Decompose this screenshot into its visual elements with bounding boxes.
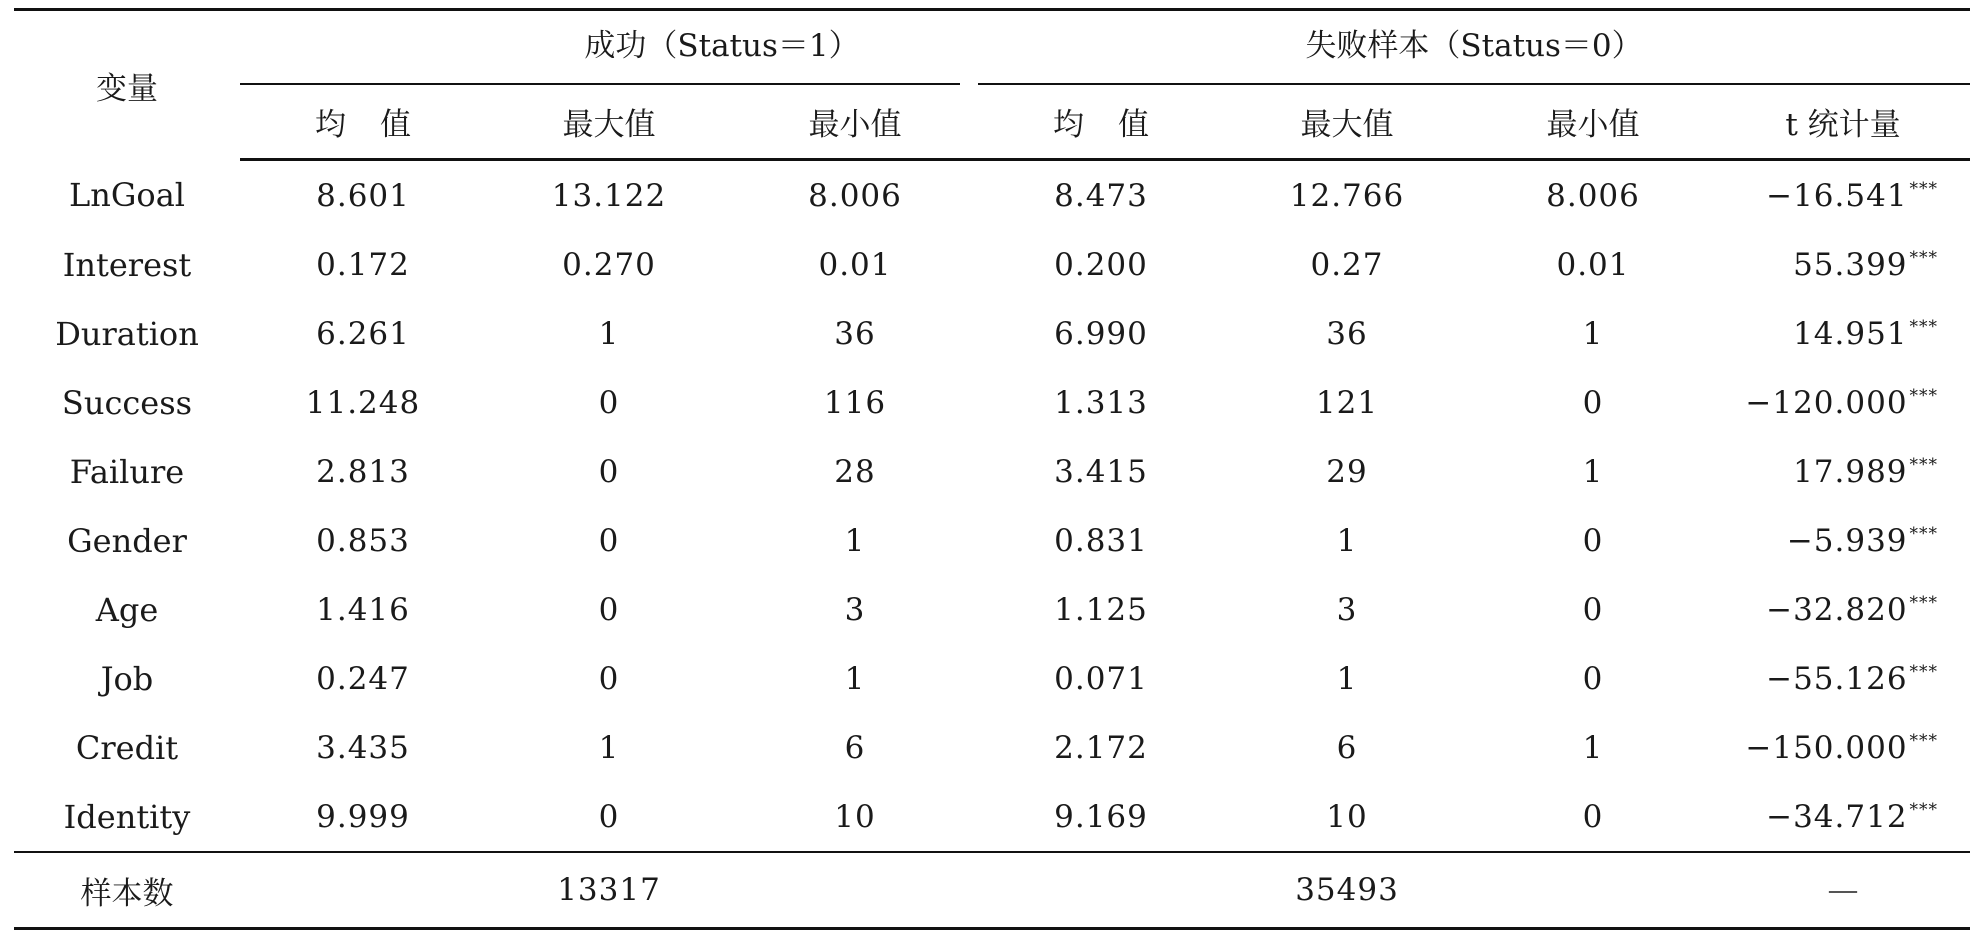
success-mean-cell: 1.416	[316, 591, 410, 628]
failure-sample-count: 35493	[1224, 852, 1470, 929]
stats-table-wrapper	[14, 8, 1970, 930]
t-statistic-value: 55.399	[1793, 246, 1908, 283]
t-statistic-cell	[1716, 368, 1970, 437]
failure-min-cell: 1	[1582, 729, 1604, 766]
success-mean-cell: 3.435	[316, 729, 410, 766]
significance-stars: ***	[1909, 316, 1939, 337]
col-failure-mean-label: 均值	[1053, 107, 1183, 143]
significance-stars: ***	[1909, 799, 1939, 820]
table-body	[14, 160, 1970, 853]
success-max-cell: 0	[598, 798, 620, 835]
col-failure-min-label: 最小值	[1546, 107, 1640, 143]
variable-name-cell: Success	[61, 383, 193, 422]
success-mean-cell: 0.172	[316, 246, 410, 283]
failure-max-cell: 29	[1326, 453, 1368, 490]
col-failure-max	[1224, 85, 1470, 160]
success-group-rule	[240, 83, 960, 85]
t-statistic-value: −55.126	[1766, 660, 1908, 697]
variable-name-cell: Interest	[62, 245, 192, 284]
table-row	[14, 368, 1970, 437]
success-mean-cell: 2.813	[316, 453, 410, 490]
descriptive-statistics-table	[14, 8, 1970, 930]
variable-name-cell: Duration	[55, 314, 199, 353]
col-success-mean-label: 均值	[315, 107, 445, 143]
failure-min-cell: 0	[1582, 522, 1604, 559]
failure-mean-cell: 8.473	[1054, 177, 1148, 214]
table-row	[14, 299, 1970, 368]
t-statistic-value: 14.951	[1793, 315, 1908, 352]
table-row	[14, 506, 1970, 575]
success-min-cell: 1	[844, 522, 866, 559]
failure-max-cell: 1	[1336, 522, 1358, 559]
col-success-min	[732, 85, 978, 160]
significance-stars: ***	[1909, 730, 1939, 751]
failure-mean-cell: 2.172	[1054, 729, 1148, 766]
significance-stars: ***	[1909, 523, 1939, 544]
sample-count-label-cell	[14, 852, 240, 929]
t-statistic-cell	[1716, 437, 1970, 506]
success-group-header	[240, 10, 978, 86]
table-row	[14, 230, 1970, 299]
t-statistic-cell	[1716, 506, 1970, 575]
significance-stars: ***	[1909, 661, 1939, 682]
success-mean-cell: 0.853	[316, 522, 410, 559]
failure-mean-cell: 9.169	[1054, 798, 1148, 835]
table-row	[14, 437, 1970, 506]
variable-name-cell: Failure	[69, 452, 185, 491]
table-row	[14, 782, 1970, 852]
t-statistic-value: 17.989	[1793, 453, 1908, 490]
table-row	[14, 644, 1970, 713]
failure-mean-cell: 0.831	[1054, 522, 1148, 559]
significance-stars: ***	[1909, 385, 1939, 406]
success-max-cell: 13.122	[551, 177, 667, 214]
success-min-cell: 36	[834, 315, 876, 352]
sample-empty-cell	[978, 852, 1224, 929]
sample-empty-cell	[240, 852, 486, 929]
t-statistic-cell	[1716, 299, 1970, 368]
success-max-cell: 0	[598, 660, 620, 697]
t-statistic-cell	[1716, 575, 1970, 644]
table-row	[14, 575, 1970, 644]
success-sample-count: 13317	[486, 852, 732, 929]
failure-min-cell: 0	[1582, 798, 1604, 835]
success-min-cell: 1	[844, 660, 866, 697]
failure-mean-cell: 1.125	[1054, 591, 1148, 628]
success-mean-cell: 6.261	[316, 315, 410, 352]
t-statistic-cell	[1716, 782, 1970, 852]
col-tstat-label: t 统计量	[1785, 107, 1901, 143]
col-success-min-label: 最小值	[808, 107, 902, 143]
failure-group-header	[978, 10, 1970, 86]
success-max-cell: 0	[598, 453, 620, 490]
failure-group-rule	[978, 83, 1970, 85]
success-min-cell: 116	[823, 384, 887, 421]
failure-mean-cell: 6.990	[1054, 315, 1148, 352]
tstat-placeholder: —	[1716, 852, 1970, 929]
variable-name-cell: Job	[100, 659, 154, 698]
failure-min-cell: 0	[1582, 384, 1604, 421]
t-statistic-cell	[1716, 644, 1970, 713]
failure-mean-cell: 1.313	[1054, 384, 1148, 421]
success-max-cell: 0.270	[562, 246, 656, 283]
t-statistic-value: −34.712	[1766, 798, 1908, 835]
t-statistic-cell	[1716, 713, 1970, 782]
t-statistic-value: −32.820	[1766, 591, 1908, 628]
failure-max-cell: 10	[1326, 798, 1368, 835]
success-min-cell: 6	[844, 729, 866, 766]
col-success-mean	[240, 85, 486, 160]
variable-name-cell: LnGoal	[69, 175, 185, 214]
col-failure-min	[1470, 85, 1716, 160]
variable-name-cell: Gender	[67, 521, 187, 560]
table-row	[14, 160, 1970, 231]
sample-count-label: 样本数	[80, 875, 174, 912]
failure-min-cell: 0.01	[1556, 246, 1630, 283]
success-max-cell: 1	[598, 729, 620, 766]
variable-header	[14, 10, 240, 160]
failure-max-cell: 121	[1315, 384, 1379, 421]
t-statistic-value: −5.939	[1786, 522, 1908, 559]
failure-min-cell: 8.006	[1546, 177, 1640, 214]
failure-max-cell: 3	[1336, 591, 1358, 628]
failure-max-cell: 0.27	[1310, 246, 1384, 283]
failure-min-cell: 0	[1582, 591, 1604, 628]
success-min-cell: 28	[834, 453, 876, 490]
t-statistic-value: −16.541	[1766, 177, 1908, 214]
success-mean-cell: 11.248	[305, 384, 421, 421]
success-min-cell: 8.006	[808, 177, 902, 214]
failure-max-cell: 12.766	[1289, 177, 1405, 214]
failure-mean-cell: 0.071	[1054, 660, 1148, 697]
success-max-cell: 0	[598, 522, 620, 559]
t-statistic-value: −120.000	[1745, 384, 1908, 421]
table-row	[14, 713, 1970, 782]
col-failure-max-label: 最大值	[1300, 107, 1394, 143]
success-mean-cell: 8.601	[316, 177, 410, 214]
significance-stars: ***	[1909, 247, 1939, 268]
col-success-max-label: 最大值	[562, 107, 656, 143]
failure-min-cell: 1	[1582, 453, 1604, 490]
success-min-cell: 0.01	[818, 246, 892, 283]
failure-mean-cell: 0.200	[1054, 246, 1148, 283]
success-mean-cell: 0.247	[316, 660, 410, 697]
col-failure-mean	[978, 85, 1224, 160]
success-max-cell: 0	[598, 384, 620, 421]
failure-min-cell: 1	[1582, 315, 1604, 352]
success-max-cell: 0	[598, 591, 620, 628]
t-statistic-cell	[1716, 160, 1970, 231]
variable-name-cell: Age	[95, 590, 159, 629]
failure-max-cell: 6	[1336, 729, 1358, 766]
significance-stars: ***	[1909, 178, 1939, 199]
significance-stars: ***	[1909, 454, 1939, 475]
col-tstat	[1716, 85, 1970, 160]
t-statistic-value: −150.000	[1745, 729, 1908, 766]
failure-mean-cell: 3.415	[1054, 453, 1148, 490]
success-group-label: 成功（Status＝1）	[584, 27, 860, 64]
success-min-cell: 10	[834, 798, 876, 835]
t-statistic-cell	[1716, 230, 1970, 299]
failure-group-label: 失败样本（Status＝0）	[1305, 27, 1643, 64]
variable-name-cell: Identity	[63, 797, 191, 836]
success-min-cell: 3	[844, 591, 866, 628]
variable-name-cell: Credit	[75, 728, 179, 767]
sample-empty-cell	[732, 852, 978, 929]
success-mean-cell: 9.999	[316, 798, 410, 835]
variable-header-label: 变量	[96, 70, 158, 107]
col-success-max	[486, 85, 732, 160]
failure-max-cell: 36	[1326, 315, 1368, 352]
failure-max-cell: 1	[1336, 660, 1358, 697]
failure-min-cell: 0	[1582, 660, 1604, 697]
success-max-cell: 1	[598, 315, 620, 352]
significance-stars: ***	[1909, 592, 1939, 613]
sample-empty-cell	[1470, 852, 1716, 929]
